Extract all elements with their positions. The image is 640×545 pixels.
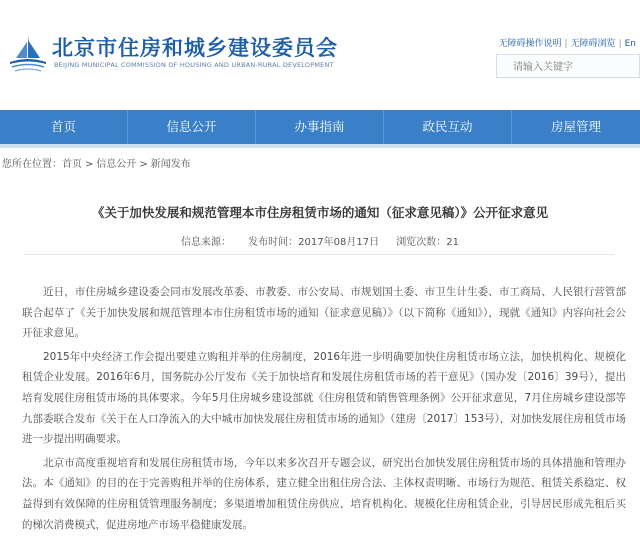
search-box [496,54,640,78]
link-separator: | [618,39,622,49]
breadcrumb-item-info-disclosure[interactable]: 信息公开 [96,159,137,170]
english-link[interactable]: En [624,39,636,49]
article-meta [0,233,640,248]
breadcrumb-prefix: 您所在位置： [2,159,62,170]
commission-logo-icon [6,32,50,76]
article-paragraph: 2015年中央经济工作会提出要建立购租并举的住房制度，2016年进一步明确要加快住房租赁市场立法，加快机构化、规模化租赁企业发展。2016年6月，国务院办公厅发布《关于加快培育和发展住房租赁市场的若干意见》（国办发〔2016〕39号），提出培育发展住房租赁市场的具体要求。今年5月住房城乡建设部就《住房租赁和销售管理条例》公开征求意见，7月住房城乡建设部等九部委联合发布《关于在人口净流入的大中城市加快发展住房租赁市场的通知》（建房〔2017〕153号），对加快发展住房租赁市场进一步提出明确要求。 [22,350,626,446]
article-paragraph: 近日，市住房城乡建设委会同市发展改革委、市教委、市公安局、市规划国土委、市卫生计生委、市工商局、人民银行营管部联合起草了《关于加快发展和规范管理本市住房租赁市场的通知（征求意见稿）》（以下简称《通知》），现就《通知》内容向社会公开征求意见。 [22,286,626,340]
article-body [22,282,626,538]
breadcrumb-item-home[interactable]: 首页 [62,159,82,170]
breadcrumb-separator: > [139,159,148,170]
accessible-browse-link[interactable]: 无障碍浏览 [570,39,616,49]
accessibility-links [498,36,636,49]
main-nav [0,110,640,144]
article-paragraph: 北京市高度重视培育和发展住房租赁市场，今年以来多次召开专题会议，研究出台加快发展住房租赁市场的具体措施和管理办法。本《通知》的目的在于完善购租并举的住房体系，建立健全出租住房合法、主体权责明晰、市场行为规范、租赁关系稳定、权益得到有效保障的住房租赁管理服务制度；多渠道增加租赁住房供应，培育机构化、规模化住房租赁企业，引导居民形成先租后买的梯次消费模式，促进房地产市场平稳健康发展。 [22,456,626,531]
nav-item-service-guide[interactable]: 办事指南 [256,110,384,144]
site-subtitle: BEIJING MUNICIPAL COMMISSION OF HOUSING AND URBAN-RURAL DEVELOPMENT [54,61,334,69]
nav-item-housing-management[interactable]: 房屋管理 [550,119,601,134]
publish-date: 发布时间：2017年08月17日 [248,237,380,248]
article-title: 《关于加快发展和规范管理本市住房租赁市场的通知（征求意见稿）》公开征求意见 [91,205,549,220]
meta-divider [24,254,614,255]
breadcrumb [2,155,191,170]
breadcrumb-separator: > [85,159,94,170]
accessibility-guide-link[interactable]: 无障碍操作说明 [498,39,562,49]
link-separator: | [564,39,568,49]
source-label: 信息来源： [180,237,231,248]
nav-divider-strip [0,144,640,148]
breadcrumb-item-news[interactable]: 新闻发布 [150,159,191,170]
nav-item-info-disclosure[interactable]: 信息公开 [128,110,256,144]
search-input[interactable] [497,57,640,79]
site-header [0,0,640,110]
nav-item-home[interactable]: 首页 [0,110,128,144]
view-count: 浏览次数：21 [396,237,459,248]
site-title: 北京市住房和城乡建设委员会 [52,36,338,60]
nav-item-public-interaction[interactable]: 政民互动 [384,110,512,144]
